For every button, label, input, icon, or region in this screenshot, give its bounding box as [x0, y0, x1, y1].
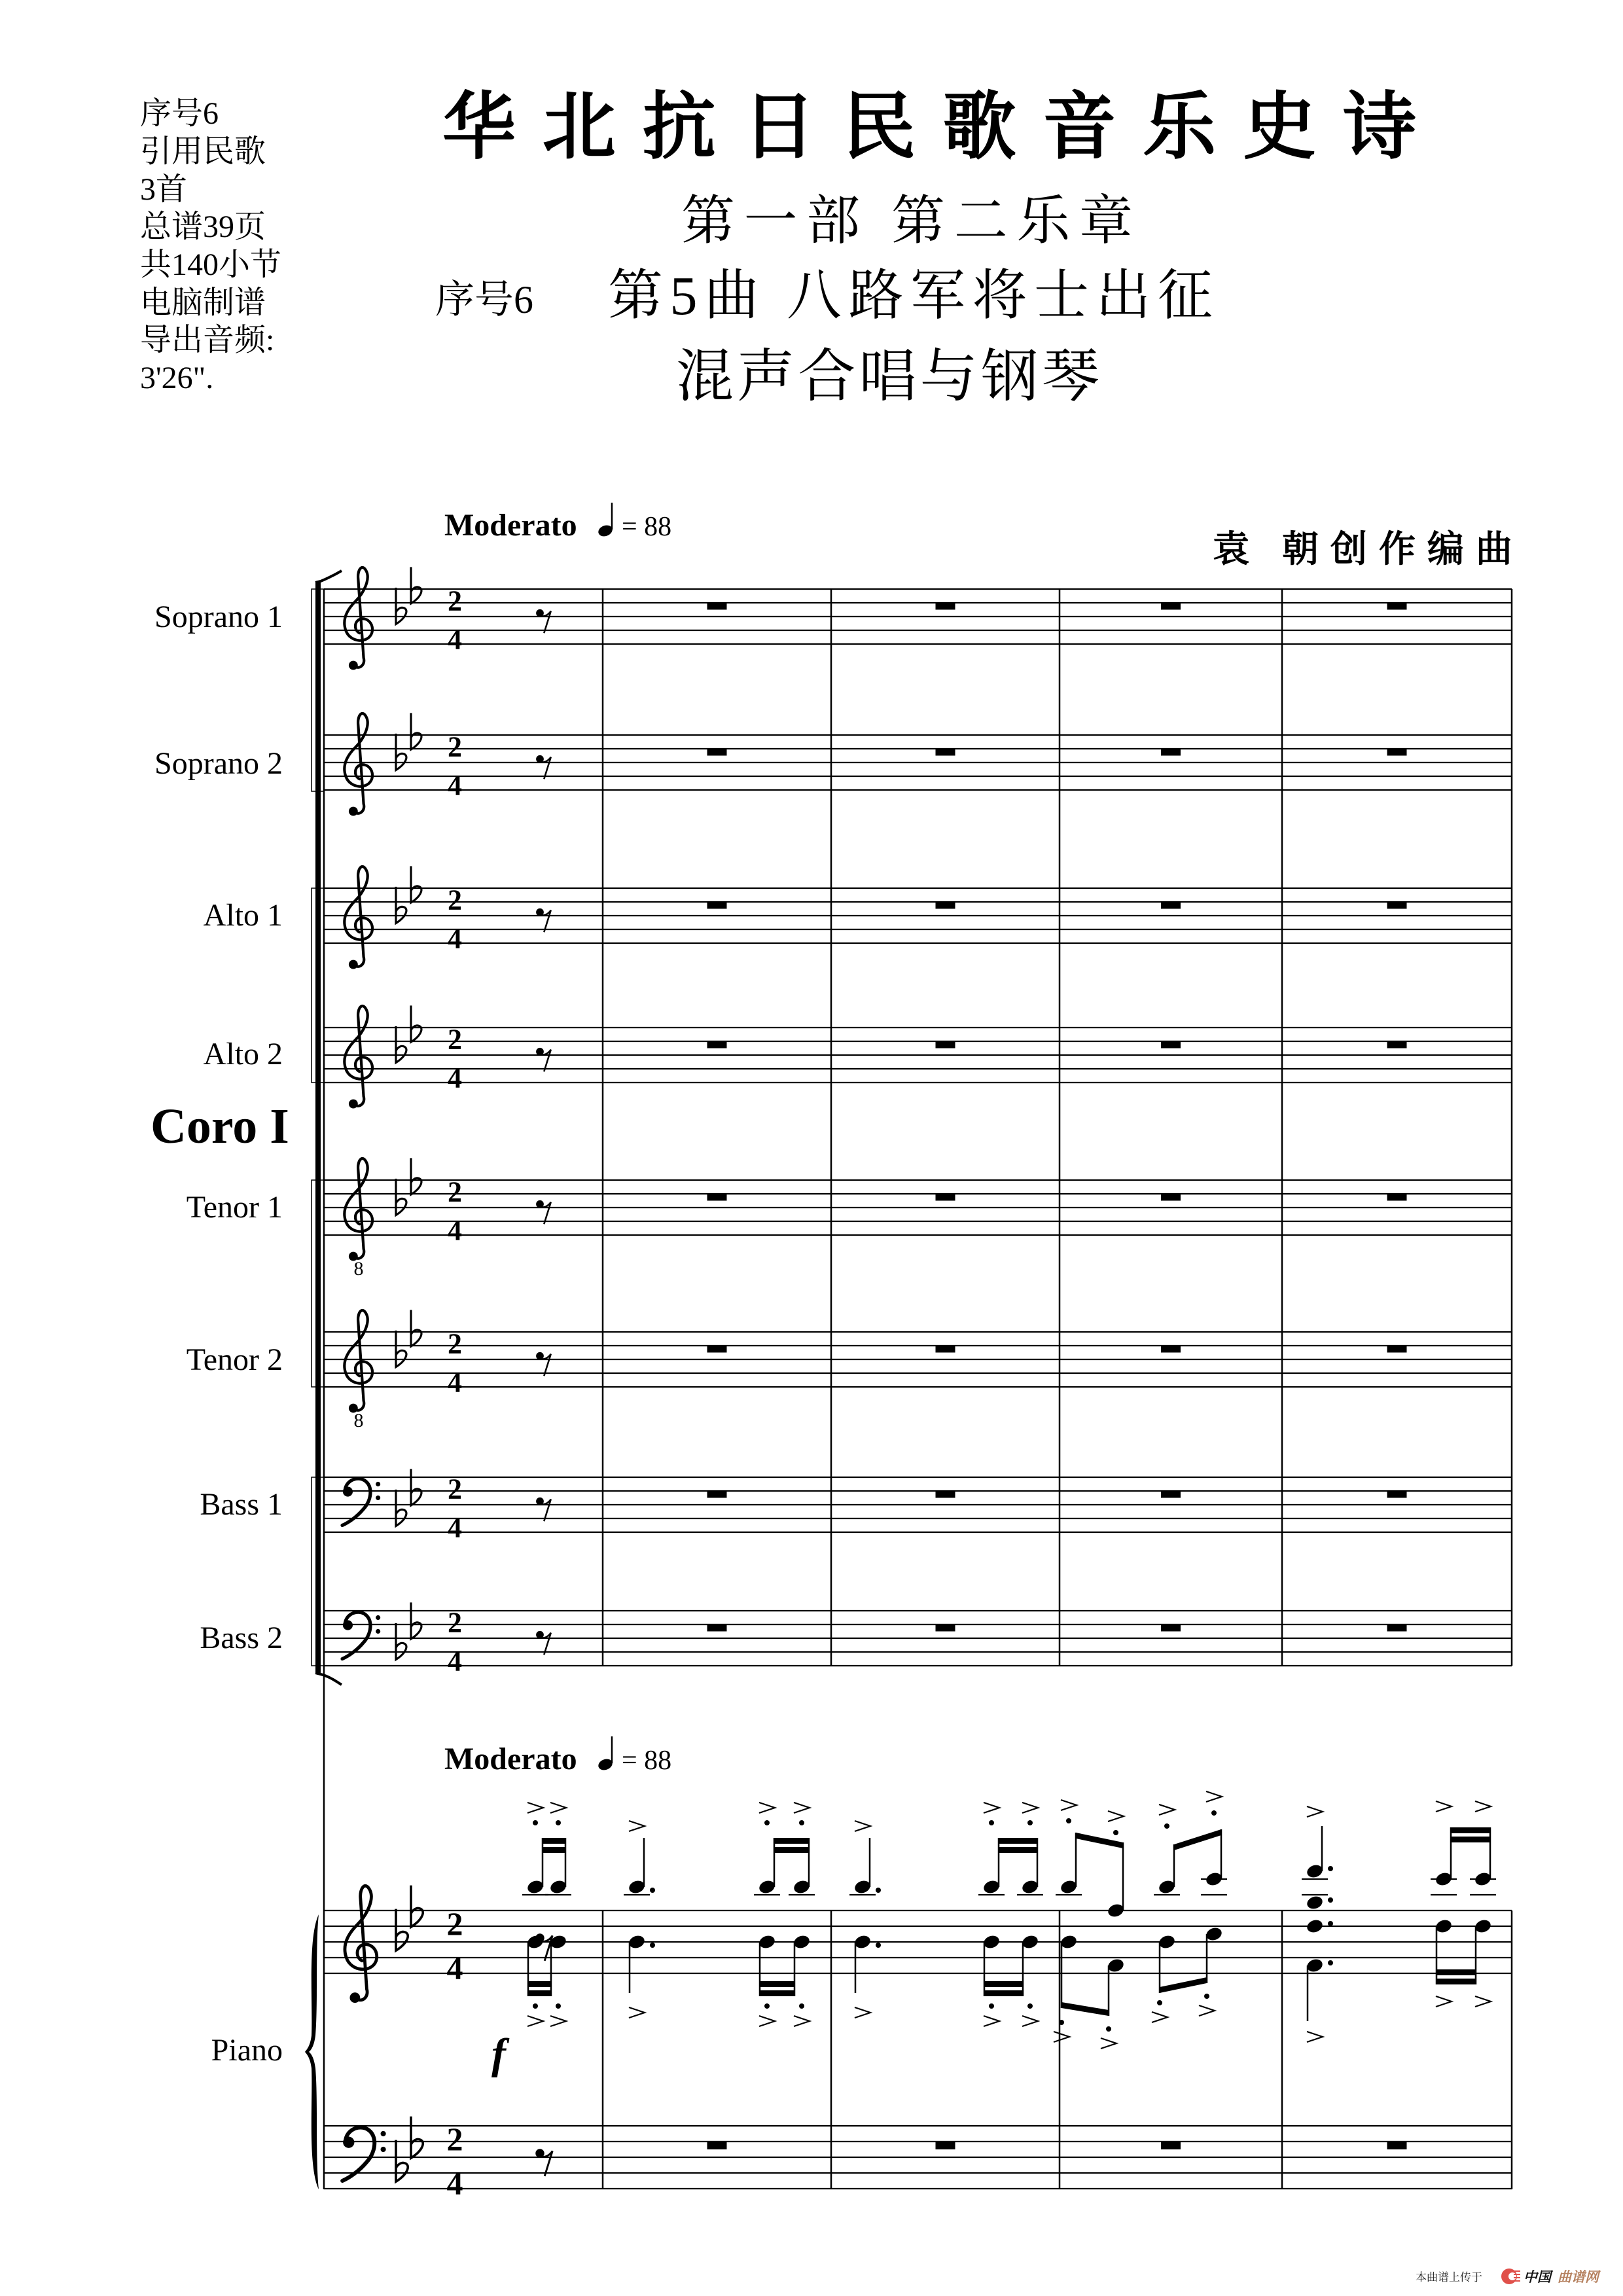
treble-clef-icon [344, 1310, 372, 1412]
accent-icon [984, 2016, 999, 2026]
flat-icon [396, 734, 406, 770]
whole-rest-icon [707, 603, 727, 610]
time-signature-numerator: 2 [448, 884, 462, 916]
whole-rest-icon [707, 902, 727, 909]
accent-icon [1475, 1996, 1491, 2007]
accent-icon [1108, 1811, 1124, 1821]
accent-icon [1061, 1800, 1077, 1810]
label-alto-2: Alto 2 [203, 1037, 283, 1071]
flat-stroke [396, 887, 406, 924]
page-title: 华北抗日民歌音乐史诗 [442, 87, 1416, 168]
time-signature-numerator: 2 [446, 2121, 463, 2158]
eighth-rest-icon [536, 1048, 551, 1071]
whole-rest-icon [1161, 2142, 1181, 2149]
notehead [1306, 1894, 1325, 1910]
choir-bracket [315, 581, 321, 1674]
staccato-dot [1066, 1818, 1071, 1823]
whole-rest-icon [1387, 2142, 1407, 2149]
info-line: 共140小节 [140, 247, 282, 282]
whole-rest-icon [936, 2142, 955, 2149]
staccato-dot [1211, 1810, 1217, 1816]
accent-icon [1206, 1791, 1222, 1802]
staccato-dot [1157, 2000, 1162, 2005]
staccato-dot [764, 2003, 770, 2009]
label-tenor-1: Tenor 1 [186, 1190, 283, 1225]
accent-icon [1199, 2005, 1215, 2016]
accent-icon [1307, 2032, 1323, 2042]
flat-stroke [396, 734, 406, 770]
beam [984, 1981, 1023, 1987]
tempo-text: Moderato [444, 1742, 577, 1776]
clef-stroke [344, 1006, 372, 1106]
part-subtitle: 第一部 第二乐章 [681, 191, 1133, 251]
accent-icon [855, 2007, 870, 2018]
info-line: 引用民歌 [140, 134, 266, 169]
flat-icon [396, 1490, 406, 1526]
label-bass-2: Bass 2 [200, 1621, 283, 1655]
eighth-rest-icon [536, 908, 551, 932]
accent-icon [794, 1803, 810, 1813]
staff-piano-bass [324, 2126, 1512, 2189]
eighth-rest-icon [536, 1631, 551, 1655]
flat-icon [411, 1158, 421, 1194]
label-bass-1: Bass 1 [200, 1487, 283, 1522]
staccato-dot [1328, 1960, 1333, 1965]
logo-stripe [1514, 2277, 1520, 2278]
whole-rest-icon [1387, 902, 1407, 909]
beam [760, 1990, 794, 1996]
bracket-curl-top [315, 571, 342, 583]
label-piano: Piano [211, 2033, 283, 2068]
flat-stroke [411, 713, 421, 749]
whole-rest-icon [707, 1491, 727, 1498]
staff-choir-4 [324, 1028, 1512, 1083]
info-line: 序号6 [140, 96, 219, 131]
staccato-dot [1328, 1866, 1333, 1871]
beam [984, 1990, 1023, 1996]
flat-icon [396, 1179, 406, 1215]
flat-stroke [411, 1886, 423, 1928]
beam [1160, 1977, 1207, 1993]
flat-icon [396, 1623, 406, 1660]
time-signature-numerator: 2 [448, 1606, 462, 1639]
clef-dot [376, 1629, 380, 1634]
whole-rest-icon [936, 1041, 955, 1049]
whole-rest-icon [1161, 749, 1181, 756]
whole-rest-icon [1387, 603, 1407, 610]
tempo-bpm: = 88 [622, 1746, 672, 1776]
whole-rest-icon [1387, 1624, 1407, 1632]
whole-rest-icon [1387, 1194, 1407, 1201]
accent-icon [629, 2007, 645, 2018]
staccato-dot [556, 1820, 561, 1825]
beam [1436, 1969, 1476, 1975]
staccato-dot [650, 1943, 655, 1948]
beam [528, 1990, 551, 1996]
beam [774, 1838, 809, 1844]
staff-choir-7 [324, 1477, 1512, 1532]
logo-main-text: 中国 [1524, 2269, 1551, 2285]
flat-stroke [411, 1310, 421, 1346]
flat-stroke [411, 1602, 421, 1639]
header-info [140, 96, 281, 395]
bracket-curl-bottom [315, 1673, 342, 1685]
flat-icon [411, 1005, 421, 1042]
flat-stroke [411, 567, 421, 603]
flat-icon [411, 1310, 421, 1346]
beam [1436, 1979, 1476, 1984]
clef-dot [376, 1615, 380, 1620]
flat-icon [396, 1331, 406, 1367]
whole-rest-icon [1161, 1624, 1181, 1632]
time-signature-numerator: 2 [448, 1327, 462, 1360]
clef-dot [343, 2137, 354, 2148]
beam [528, 1981, 551, 1987]
label-tenor-2: Tenor 2 [186, 1342, 283, 1377]
flat-icon [411, 1602, 421, 1639]
octave-marking: 8 [353, 1257, 364, 1280]
tempo-marking-choir [444, 503, 671, 543]
flat-icon [396, 588, 406, 624]
beam [543, 1838, 565, 1844]
flat-stroke [396, 588, 406, 624]
whole-rest-icon [1387, 1041, 1407, 1049]
whole-rest-icon [1161, 603, 1181, 610]
logo-mark-cutout [1508, 2272, 1516, 2280]
clef-dot [343, 1620, 353, 1630]
beam [1451, 1837, 1490, 1842]
flat-icon [411, 1886, 423, 1928]
accent-icon [855, 1821, 870, 1831]
flat-stroke [411, 866, 421, 903]
staccato-dot [1027, 1820, 1033, 1825]
flat-stroke [396, 1490, 406, 1526]
watermark [1416, 2269, 1601, 2285]
flat-stroke [411, 1469, 421, 1505]
accent-icon [1436, 1996, 1452, 2007]
staccato-dot [1328, 1921, 1333, 1926]
accent-icon [984, 1803, 999, 1813]
clef-dot [349, 807, 358, 816]
flat-stroke [411, 1158, 421, 1194]
clef-dot [376, 1482, 380, 1486]
flat-stroke [396, 2140, 408, 2182]
staccato-dot [989, 2003, 994, 2009]
clef-dot [349, 960, 358, 969]
info-line: 3'26". [140, 361, 214, 395]
clef-stroke [344, 1310, 372, 1410]
logo-sub-text: 曲谱网 [1558, 2269, 1599, 2285]
logo-stripe [1514, 2280, 1520, 2282]
clef-dot [349, 1100, 358, 1109]
whole-rest-icon [936, 1346, 955, 1353]
eighth-rest-icon [536, 1352, 551, 1376]
staff-choir-6 [324, 1332, 1512, 1387]
composer-credit: 袁 朝创作编曲 [1213, 529, 1512, 570]
beam [999, 1847, 1037, 1853]
flat-icon [411, 2117, 423, 2159]
accent-icon [1159, 1804, 1175, 1815]
flat-stroke [396, 1623, 406, 1660]
dynamic-forte: f [491, 2030, 506, 2078]
piece-title: 第5曲 八路军将士出征 [608, 266, 1213, 327]
accent-icon [1022, 1803, 1038, 1813]
whole-rest-icon [707, 1041, 727, 1049]
staccato-dot [764, 1820, 770, 1825]
treble-clef-icon [345, 1886, 377, 2003]
whole-rest-icon [707, 2142, 727, 2149]
info-line: 3首 [140, 172, 188, 207]
whole-rest-icon [1161, 902, 1181, 909]
whole-rest-icon [1161, 1491, 1181, 1498]
whole-rest-icon [1387, 749, 1407, 756]
flat-icon [396, 2140, 408, 2182]
time-signature-numerator: 2 [448, 584, 462, 617]
flat-icon [396, 1909, 408, 1951]
staff-choir-8 [324, 1611, 1512, 1666]
choir-group-label: Coro I [151, 1099, 289, 1154]
beam [1061, 2002, 1109, 2016]
clef-stroke [344, 713, 372, 814]
eighth-rest-icon [536, 609, 551, 633]
staccato-dot [556, 2003, 561, 2009]
accent-icon [527, 2016, 543, 2026]
time-signature-denominator: 4 [448, 1214, 462, 1247]
logo-stripe [1514, 2270, 1520, 2272]
time-signature-denominator: 4 [448, 623, 462, 656]
tempo-text: Moderato [444, 508, 577, 543]
staff-choir-2 [324, 735, 1512, 790]
accent-icon [759, 1803, 775, 1813]
instrument-labels [154, 600, 283, 2068]
time-signature-denominator: 4 [446, 1949, 463, 1986]
tempo-marking-piano [444, 1736, 671, 1776]
clef-dot [381, 2131, 386, 2136]
piece-number: 序号6 [435, 278, 533, 321]
eighth-rest-icon [536, 1498, 551, 1521]
time-signature-numerator: 2 [446, 1905, 463, 1943]
clef-stroke [345, 1886, 377, 2000]
clef-dot [349, 1992, 360, 2003]
clef-stroke [344, 567, 372, 668]
whole-rest-icon [707, 1194, 727, 1201]
staff-piano-treble [324, 1910, 1512, 1973]
time-signature-denominator: 4 [448, 769, 462, 802]
whole-rest-icon [1387, 1491, 1407, 1498]
accent-icon [1475, 1801, 1491, 1812]
beam [543, 1847, 565, 1853]
treble-clef-icon [344, 1158, 372, 1261]
staccato-dot [876, 1943, 881, 1948]
info-line: 电脑制谱 [140, 285, 266, 320]
whole-rest-icon [707, 1624, 727, 1632]
clef-dot [376, 1496, 380, 1500]
scoring-subtitle: 混声合唱与钢琴 [676, 346, 1099, 409]
notehead [1306, 1918, 1325, 1934]
info-line: 导出音频: [140, 323, 275, 357]
flat-stroke [396, 1026, 406, 1063]
logo-icon [1501, 2269, 1520, 2284]
staccato-dot [1113, 1830, 1118, 1835]
flat-icon [396, 887, 406, 924]
accent-icon [1152, 2012, 1168, 2022]
whole-rest-icon [936, 1491, 955, 1498]
flat-icon [411, 1469, 421, 1505]
piano-brace [305, 1914, 319, 2189]
watermark-text: 本曲谱上传于 [1416, 2271, 1482, 2284]
treble-clef-icon [344, 713, 372, 816]
flat-stroke [411, 2117, 423, 2159]
accent-icon [759, 2016, 775, 2026]
treble-clef-icon [344, 867, 372, 969]
eighth-rest-icon [536, 1200, 551, 1224]
staccato-dot [799, 1820, 804, 1825]
flat-stroke [396, 1179, 406, 1215]
octave-marking: 8 [353, 1409, 364, 1431]
whole-rest-icon [1387, 1346, 1407, 1353]
accent-icon [550, 2016, 566, 2026]
flat-icon [411, 713, 421, 749]
whole-rest-icon [1161, 1346, 1181, 1353]
whole-rest-icon [936, 902, 955, 909]
accent-icon [1101, 2038, 1116, 2049]
time-signature-denominator: 4 [448, 1366, 462, 1399]
clef-stroke [344, 867, 372, 967]
whole-rest-icon [1161, 1194, 1181, 1201]
time-signature-denominator: 4 [448, 1062, 462, 1094]
staff-choir-5 [324, 1180, 1512, 1235]
eighth-rest-icon [536, 755, 551, 779]
clef-stroke [344, 1158, 372, 1259]
time-signature-numerator: 2 [448, 1175, 462, 1208]
flat-icon [411, 866, 421, 903]
staccato-dot [1059, 2020, 1064, 2025]
label-soprano-2: Soprano 2 [154, 746, 283, 781]
flat-stroke [396, 1909, 408, 1951]
staccato-dot [1204, 1994, 1209, 1999]
whole-rest-icon [1161, 1041, 1181, 1049]
staccato-dot [1328, 1897, 1333, 1903]
notation [305, 567, 1512, 2201]
staccato-dot [533, 1820, 538, 1825]
staccato-dot [1106, 2026, 1111, 2032]
label-soprano-1: Soprano 1 [154, 600, 283, 634]
time-signature-numerator: 2 [448, 1023, 462, 1056]
time-signature-denominator: 4 [448, 922, 462, 955]
flat-stroke [396, 1331, 406, 1367]
whole-rest-icon [936, 1194, 955, 1201]
whole-rest-icon [707, 749, 727, 756]
accent-icon [550, 1803, 566, 1813]
time-signature-denominator: 4 [448, 1511, 462, 1544]
staccato-dot [876, 1888, 881, 1893]
staccato-dot [989, 1820, 994, 1825]
staccato-dot [799, 2003, 804, 2009]
flat-stroke [411, 1005, 421, 1042]
beam [999, 1838, 1037, 1844]
time-signature-numerator: 2 [448, 730, 462, 763]
staccato-dot [1027, 2003, 1033, 2009]
treble-clef-icon [344, 567, 372, 670]
time-signature-denominator: 4 [446, 2164, 463, 2202]
info-line: 总谱39页 [140, 209, 266, 244]
whole-rest-icon [936, 1624, 955, 1632]
label-alto-1: Alto 1 [203, 898, 283, 933]
accent-icon [1022, 2016, 1038, 2026]
treble-clef-icon [344, 1006, 372, 1108]
staccato-dot [1164, 1823, 1169, 1829]
staff-choir-3 [324, 888, 1512, 943]
accent-icon [527, 1803, 543, 1813]
accent-icon [629, 1821, 645, 1831]
time-signature-numerator: 2 [448, 1473, 462, 1505]
logo-stripe [1514, 2274, 1520, 2275]
staccato-dot [533, 2003, 538, 2009]
clef-dot [381, 2147, 386, 2152]
accent-icon [1436, 1801, 1452, 1812]
staccato-dot [650, 1888, 655, 1893]
beam [1174, 1829, 1221, 1850]
accent-icon [1307, 1806, 1323, 1817]
whole-rest-icon [936, 603, 955, 610]
time-signature-denominator: 4 [448, 1645, 462, 1677]
whole-rest-icon [707, 1346, 727, 1353]
beam [1451, 1827, 1490, 1833]
clef-dot [349, 661, 358, 670]
beam [760, 1981, 794, 1987]
staff-choir-1 [324, 589, 1512, 644]
flat-icon [396, 1026, 406, 1063]
accent-icon [794, 2016, 810, 2026]
accent-icon [1054, 2032, 1069, 2042]
beam [774, 1847, 809, 1853]
whole-rest-icon [936, 749, 955, 756]
flat-icon [411, 567, 421, 603]
tempo-bpm: = 88 [622, 512, 672, 542]
clef-dot [343, 1486, 353, 1496]
eighth-rest-icon [535, 2149, 552, 2176]
